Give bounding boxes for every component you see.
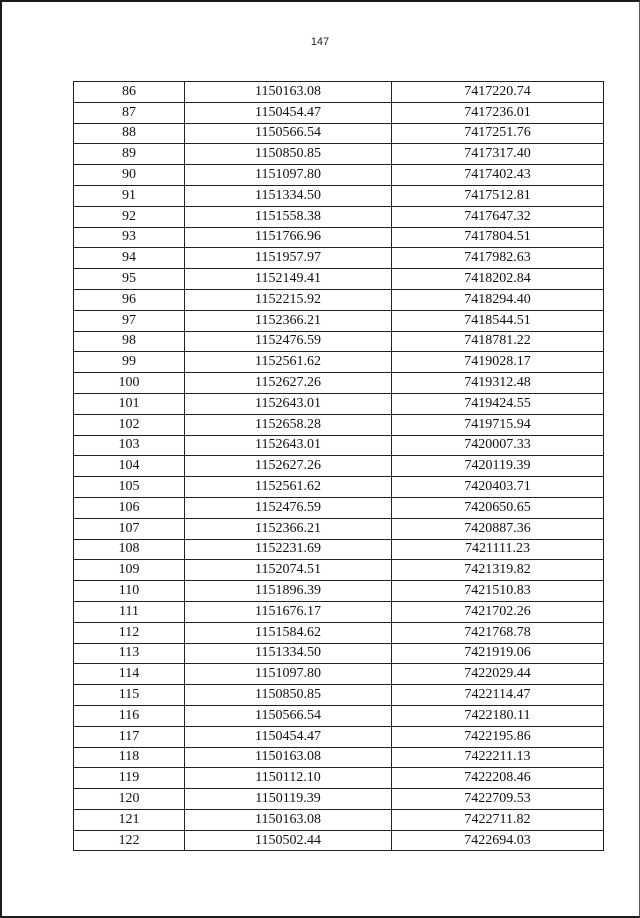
table-row	[74, 102, 604, 123]
x-coordinate-cell: 1152643.01	[185, 393, 392, 414]
x-coordinate-cell: 1150454.47	[185, 102, 392, 123]
x-coordinate-cell: 1151334.50	[185, 185, 392, 206]
table-row	[74, 581, 604, 602]
table-row	[74, 165, 604, 186]
x-coordinate-cell: 1152627.26	[185, 456, 392, 477]
point-number-cell: 88	[74, 123, 185, 144]
point-number-cell: 114	[74, 664, 185, 685]
y-coordinate-cell: 7421111.23	[392, 539, 604, 560]
point-number-cell: 120	[74, 789, 185, 810]
y-coordinate-cell: 7421319.82	[392, 560, 604, 581]
point-number-cell: 121	[74, 809, 185, 830]
table-row	[74, 123, 604, 144]
table-row	[74, 726, 604, 747]
page-number: 147	[310, 36, 330, 48]
x-coordinate-cell: 1152561.62	[185, 352, 392, 373]
x-coordinate-cell: 1151957.97	[185, 248, 392, 269]
point-number-cell: 110	[74, 581, 185, 602]
y-coordinate-cell: 7418202.84	[392, 269, 604, 290]
coordinates-table-body	[74, 82, 604, 851]
x-coordinate-cell: 1150566.54	[185, 123, 392, 144]
point-number-cell: 119	[74, 768, 185, 789]
point-number-cell: 113	[74, 643, 185, 664]
table-row	[74, 518, 604, 539]
table-row	[74, 768, 604, 789]
x-coordinate-cell: 1151584.62	[185, 622, 392, 643]
x-coordinate-cell: 1151334.50	[185, 643, 392, 664]
y-coordinate-cell: 7418544.51	[392, 310, 604, 331]
point-number-cell: 87	[74, 102, 185, 123]
point-number-cell: 95	[74, 269, 185, 290]
y-coordinate-cell: 7417220.74	[392, 82, 604, 103]
y-coordinate-cell: 7418781.22	[392, 331, 604, 352]
table-row	[74, 393, 604, 414]
table-row	[74, 352, 604, 373]
table-row	[74, 601, 604, 622]
coordinates-table	[73, 81, 604, 851]
table-row	[74, 248, 604, 269]
x-coordinate-cell: 1152476.59	[185, 497, 392, 518]
x-coordinate-cell: 1151896.39	[185, 581, 392, 602]
table-row	[74, 310, 604, 331]
table-row	[74, 289, 604, 310]
x-coordinate-cell: 1151766.96	[185, 227, 392, 248]
table-row	[74, 747, 604, 768]
x-coordinate-cell: 1151676.17	[185, 601, 392, 622]
x-coordinate-cell: 1150119.39	[185, 789, 392, 810]
table-row	[74, 414, 604, 435]
point-number-cell: 89	[74, 144, 185, 165]
table-row	[74, 144, 604, 165]
y-coordinate-cell: 7420403.71	[392, 477, 604, 498]
point-number-cell: 86	[74, 82, 185, 103]
point-number-cell: 104	[74, 456, 185, 477]
y-coordinate-cell: 7422195.86	[392, 726, 604, 747]
y-coordinate-cell: 7422180.11	[392, 705, 604, 726]
y-coordinate-cell: 7418294.40	[392, 289, 604, 310]
table-row	[74, 560, 604, 581]
point-number-cell: 115	[74, 685, 185, 706]
y-coordinate-cell: 7417982.63	[392, 248, 604, 269]
point-number-cell: 111	[74, 601, 185, 622]
point-number-cell: 117	[74, 726, 185, 747]
x-coordinate-cell: 1152366.21	[185, 518, 392, 539]
point-number-cell: 97	[74, 310, 185, 331]
y-coordinate-cell: 7419312.48	[392, 373, 604, 394]
point-number-cell: 92	[74, 206, 185, 227]
point-number-cell: 101	[74, 393, 185, 414]
point-number-cell: 108	[74, 539, 185, 560]
table-row	[74, 643, 604, 664]
point-number-cell: 118	[74, 747, 185, 768]
table-row	[74, 830, 604, 851]
y-coordinate-cell: 7422711.82	[392, 809, 604, 830]
table-row	[74, 477, 604, 498]
table-row	[74, 664, 604, 685]
point-number-cell: 103	[74, 435, 185, 456]
x-coordinate-cell: 1152476.59	[185, 331, 392, 352]
y-coordinate-cell: 7419424.55	[392, 393, 604, 414]
x-coordinate-cell: 1150502.44	[185, 830, 392, 851]
y-coordinate-cell: 7417647.32	[392, 206, 604, 227]
point-number-cell: 98	[74, 331, 185, 352]
y-coordinate-cell: 7421510.83	[392, 581, 604, 602]
y-coordinate-cell: 7419028.17	[392, 352, 604, 373]
point-number-cell: 90	[74, 165, 185, 186]
table-row	[74, 435, 604, 456]
x-coordinate-cell: 1150566.54	[185, 705, 392, 726]
table-row	[74, 497, 604, 518]
y-coordinate-cell: 7421919.06	[392, 643, 604, 664]
point-number-cell: 99	[74, 352, 185, 373]
x-coordinate-cell: 1150163.08	[185, 747, 392, 768]
table-row	[74, 685, 604, 706]
point-number-cell: 94	[74, 248, 185, 269]
y-coordinate-cell: 7421702.26	[392, 601, 604, 622]
point-number-cell: 91	[74, 185, 185, 206]
x-coordinate-cell: 1152627.26	[185, 373, 392, 394]
x-coordinate-cell: 1150850.85	[185, 144, 392, 165]
y-coordinate-cell: 7419715.94	[392, 414, 604, 435]
point-number-cell: 102	[74, 414, 185, 435]
y-coordinate-cell: 7422709.53	[392, 789, 604, 810]
y-coordinate-cell: 7422211.13	[392, 747, 604, 768]
y-coordinate-cell: 7417804.51	[392, 227, 604, 248]
x-coordinate-cell: 1152074.51	[185, 560, 392, 581]
point-number-cell: 109	[74, 560, 185, 581]
y-coordinate-cell: 7420007.33	[392, 435, 604, 456]
table-row	[74, 206, 604, 227]
table-row	[74, 82, 604, 103]
point-number-cell: 106	[74, 497, 185, 518]
x-coordinate-cell: 1152149.41	[185, 269, 392, 290]
y-coordinate-cell: 7417251.76	[392, 123, 604, 144]
table-row	[74, 185, 604, 206]
x-coordinate-cell: 1152643.01	[185, 435, 392, 456]
y-coordinate-cell: 7417236.01	[392, 102, 604, 123]
table-row	[74, 809, 604, 830]
point-number-cell: 107	[74, 518, 185, 539]
x-coordinate-cell: 1150454.47	[185, 726, 392, 747]
table-row	[74, 539, 604, 560]
y-coordinate-cell: 7422114.47	[392, 685, 604, 706]
x-coordinate-cell: 1150112.10	[185, 768, 392, 789]
table-row	[74, 622, 604, 643]
table-row	[74, 705, 604, 726]
table-row	[74, 373, 604, 394]
x-coordinate-cell: 1152231.69	[185, 539, 392, 560]
point-number-cell: 112	[74, 622, 185, 643]
x-coordinate-cell: 1150163.08	[185, 809, 392, 830]
point-number-cell: 93	[74, 227, 185, 248]
table-row	[74, 789, 604, 810]
x-coordinate-cell: 1152215.92	[185, 289, 392, 310]
y-coordinate-cell: 7422694.03	[392, 830, 604, 851]
y-coordinate-cell: 7420650.65	[392, 497, 604, 518]
point-number-cell: 100	[74, 373, 185, 394]
y-coordinate-cell: 7417317.40	[392, 144, 604, 165]
y-coordinate-cell: 7420887.36	[392, 518, 604, 539]
x-coordinate-cell: 1150163.08	[185, 82, 392, 103]
y-coordinate-cell: 7417402.43	[392, 165, 604, 186]
table-row	[74, 331, 604, 352]
table-row	[74, 456, 604, 477]
x-coordinate-cell: 1151097.80	[185, 165, 392, 186]
y-coordinate-cell: 7420119.39	[392, 456, 604, 477]
x-coordinate-cell: 1152561.62	[185, 477, 392, 498]
x-coordinate-cell: 1152366.21	[185, 310, 392, 331]
x-coordinate-cell: 1152658.28	[185, 414, 392, 435]
y-coordinate-cell: 7417512.81	[392, 185, 604, 206]
x-coordinate-cell: 1151558.38	[185, 206, 392, 227]
x-coordinate-cell: 1150850.85	[185, 685, 392, 706]
y-coordinate-cell: 7422208.46	[392, 768, 604, 789]
point-number-cell: 116	[74, 705, 185, 726]
table-row	[74, 269, 604, 290]
x-coordinate-cell: 1151097.80	[185, 664, 392, 685]
table-row	[74, 227, 604, 248]
point-number-cell: 105	[74, 477, 185, 498]
point-number-cell: 122	[74, 830, 185, 851]
point-number-cell: 96	[74, 289, 185, 310]
y-coordinate-cell: 7421768.78	[392, 622, 604, 643]
y-coordinate-cell: 7422029.44	[392, 664, 604, 685]
